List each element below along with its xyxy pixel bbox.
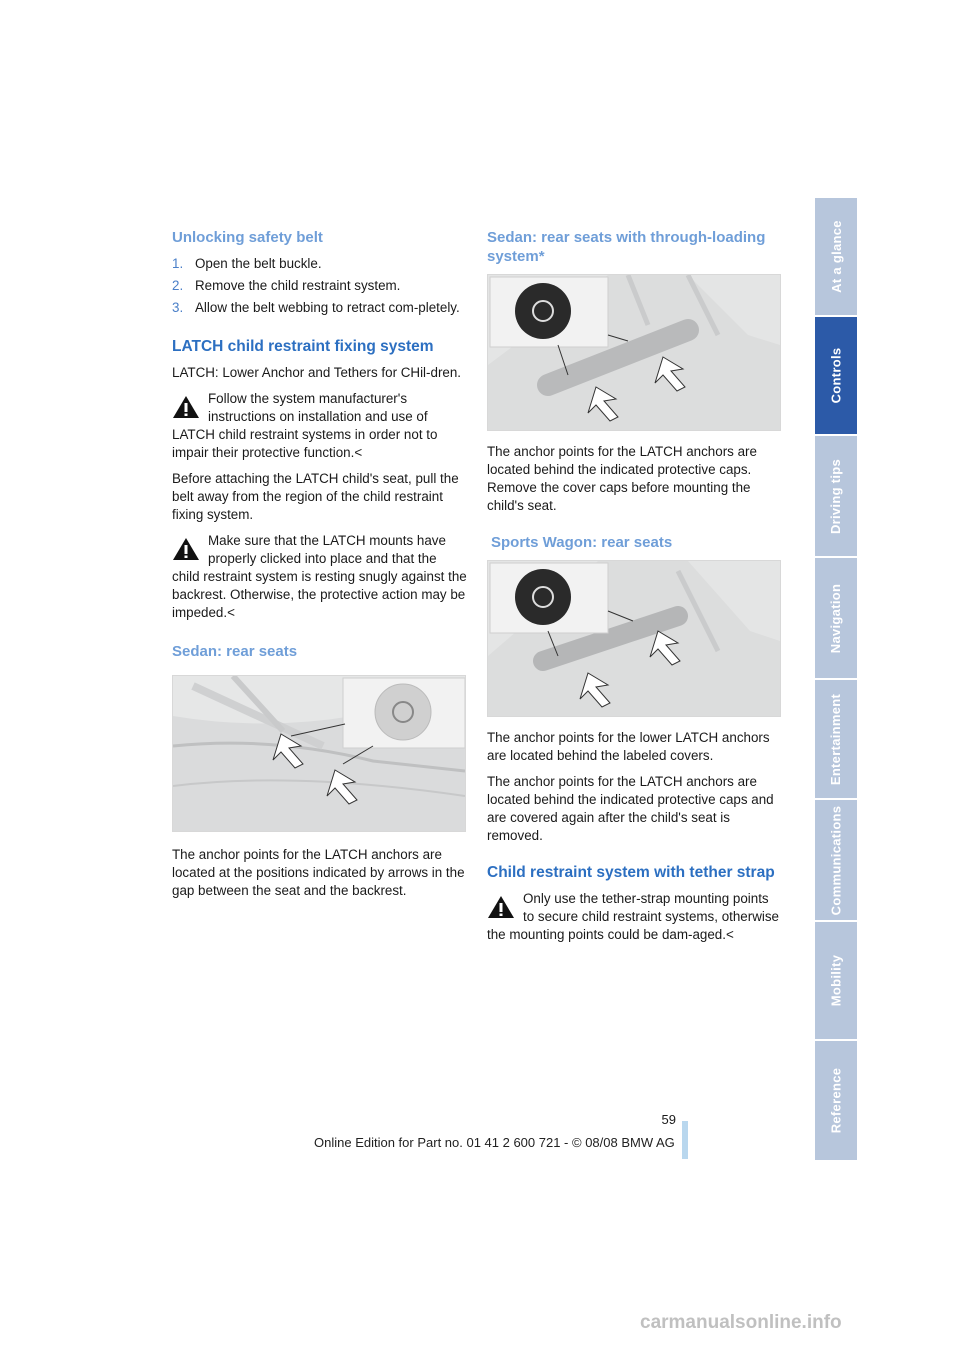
warning-triangle-icon — [172, 395, 200, 419]
tab-controls[interactable]: Controls — [815, 317, 857, 434]
watermark-text: carmanualsonline.info — [640, 1312, 842, 1333]
before-attaching-text: Before attaching the LATCH child's seat, pull the belt away from the region of the child restraint fixing system. — [172, 471, 459, 522]
footer-accent-bar — [682, 1121, 688, 1159]
tab-communications[interactable]: Communications — [815, 800, 857, 920]
tab-reference[interactable]: Reference — [815, 1041, 857, 1160]
seat-illustration — [173, 676, 465, 831]
tab-driving-tips[interactable]: Driving tips — [815, 436, 857, 556]
warning-note: Follow the system manufacturer's instructions on installation and use of LATCH child restraint systems in order not to impair their protective function.< — [172, 391, 438, 460]
wagon-anchor-caps-text: The anchor points for the LATCH anchors are located behind the indicated protective caps and are covered again after the child's seat is removed. — [487, 774, 774, 843]
unlocking-safety-belt-heading: Unlocking safety belt — [172, 229, 323, 246]
sedan-rear-seats-heading: Sedan: rear seats — [172, 643, 298, 660]
unlock-steps-list — [172, 255, 467, 317]
through-loading-figure — [487, 274, 781, 431]
right-column — [487, 228, 779, 952]
tab-navigation[interactable]: Navigation — [815, 558, 857, 678]
sedan-anchor-text: The anchor points for the LATCH anchors are located at the positions indicated by arrows in the gap between the seat and the backrest. — [172, 847, 465, 898]
footer-edition-text: Online Edition for Part no. 01 41 2 600 721 - © 08/08 BMW AG — [314, 1135, 675, 1150]
chapter-sidebar — [815, 198, 857, 1160]
through-loading-text: The anchor points for the LATCH anchors are located behind the indicated protective caps. Remove the cover caps before mounting the child's seat. — [487, 444, 757, 513]
warning-triangle-icon — [172, 537, 200, 561]
warning-triangle-icon — [487, 895, 515, 919]
sports-wagon-heading: Sports Wagon: rear seats — [491, 534, 673, 551]
tab-entertainment[interactable]: Entertainment — [815, 680, 857, 798]
list-item: 1. Open the belt buckle. — [172, 256, 322, 271]
seat-illustration — [488, 275, 780, 430]
latch-intro: LATCH: Lower Anchor and Tethers for CHil-dren. — [172, 365, 462, 380]
sports-wagon-figure — [487, 560, 781, 717]
warning-note: Make sure that the LATCH mounts have properly clicked into place and that the child restraint system is resting snugly against the backrest. Otherwise, the protective action may be impeded.< — [172, 533, 467, 620]
list-item: 2. Remove the child restraint system. — [172, 278, 401, 293]
page-number: 59 — [661, 1112, 676, 1127]
list-item: 3. Allow the belt webbing to retract com-pletely. — [172, 300, 460, 315]
tether-strap-heading: Child restraint system with tether strap — [487, 864, 775, 881]
through-loading-heading: Sedan: rear seats with through-loading system* — [487, 229, 766, 265]
latch-heading: LATCH child restraint fixing system — [172, 338, 434, 355]
warning-note: Only use the tether-strap mounting points to secure child restraint systems, otherwise the mounting points could be dam-aged.< — [487, 891, 780, 942]
tab-mobility[interactable]: Mobility — [815, 922, 857, 1039]
sedan-rear-seats-figure — [172, 675, 466, 832]
left-column — [172, 228, 467, 908]
wagon-lower-anchor-text: The anchor points for the lower LATCH anchors are located behind the labeled covers. — [487, 730, 770, 763]
tab-at-a-glance[interactable]: At a glance — [815, 198, 857, 315]
seat-illustration — [488, 561, 780, 716]
